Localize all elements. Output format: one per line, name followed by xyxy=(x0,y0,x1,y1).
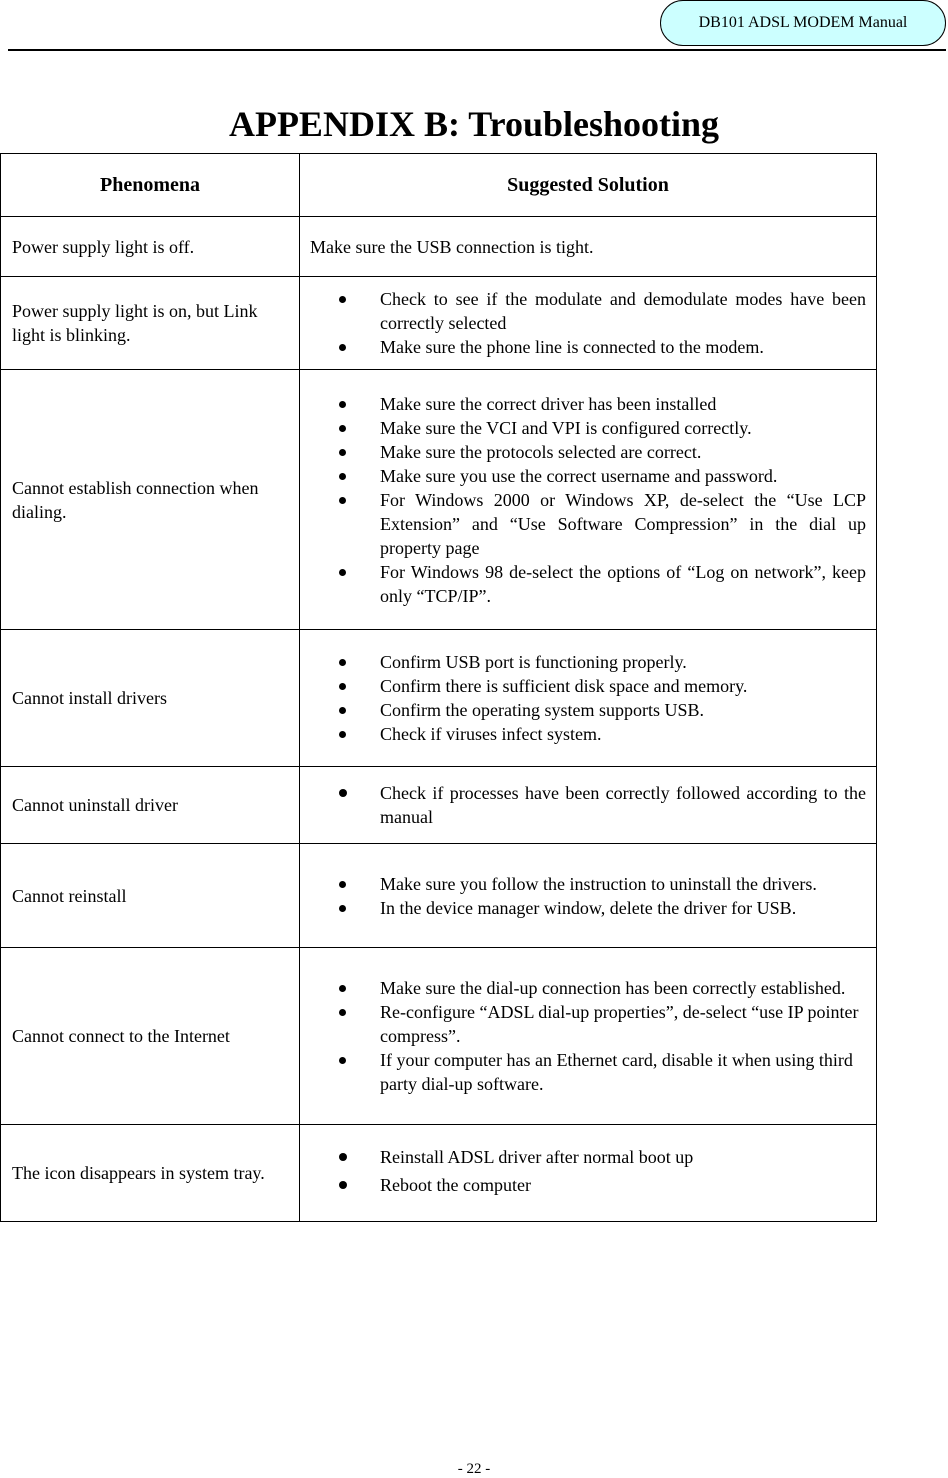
bullet-icon xyxy=(339,683,346,690)
solution-list xyxy=(310,1145,866,1197)
bullet-icon xyxy=(339,789,347,797)
solution-cell xyxy=(300,370,877,630)
bullet-icon xyxy=(339,707,346,714)
bullet-icon xyxy=(339,659,346,666)
bullet-icon xyxy=(339,1153,347,1161)
phenomenon-cell: Cannot uninstall driver xyxy=(1,767,300,844)
solution-cell: Make sure the USB connection is tight. xyxy=(300,217,877,277)
list-item: Make sure the correct driver has been installed xyxy=(310,392,866,416)
solution-list xyxy=(310,392,866,608)
bullet-icon xyxy=(339,425,346,432)
bullet-icon xyxy=(339,1009,346,1016)
phenomenon-cell: The icon disappears in system tray. xyxy=(1,1125,300,1222)
solution-cell xyxy=(300,277,877,370)
solution-list xyxy=(310,287,866,359)
table-row xyxy=(1,1125,877,1222)
bullet-icon xyxy=(339,1181,347,1189)
table-row xyxy=(1,948,877,1125)
solution-cell xyxy=(300,630,877,767)
bullet-icon xyxy=(339,905,346,912)
list-item: In the device manager window, delete the driver for USB. xyxy=(310,896,866,920)
page-title: APPENDIX B: Troubleshooting xyxy=(228,104,720,144)
table-row xyxy=(1,630,877,767)
table-header-row xyxy=(1,154,877,217)
list-item: Make sure the protocols selected are correct. xyxy=(310,440,866,464)
manual-title-badge xyxy=(660,0,946,46)
solution-list xyxy=(310,781,866,829)
phenomenon-cell: Cannot reinstall xyxy=(1,844,300,948)
list-item: Reinstall ADSL driver after normal boot up xyxy=(310,1145,866,1169)
list-item: Check to see if the modulate and demodulate modes have been correctly selected xyxy=(310,287,866,335)
column-header-solution: Suggested Solution xyxy=(300,154,877,217)
phenomenon-text: Power supply light is on, but Link light is blinking. xyxy=(12,301,258,345)
phenomenon-cell: Cannot connect to the Internet xyxy=(1,948,300,1125)
list-item: Make sure the dial-up connection has been correctly established. xyxy=(310,976,866,1000)
bullet-icon xyxy=(339,985,346,992)
bullet-icon xyxy=(339,344,346,351)
bullet-icon xyxy=(339,1057,346,1064)
solution-cell xyxy=(300,948,877,1125)
list-item: Confirm USB port is functioning properly. xyxy=(310,650,866,674)
page-number: - 22 - xyxy=(457,1461,491,1477)
list-item: Confirm the operating system supports USB. xyxy=(310,698,866,722)
bullet-icon xyxy=(339,473,346,480)
bullet-icon xyxy=(339,881,346,888)
bullet-icon xyxy=(339,731,346,738)
manual-title: DB101 ADSL MODEM Manual xyxy=(698,14,908,31)
list-item: Reboot the computer xyxy=(310,1173,866,1197)
troubleshooting-table xyxy=(0,153,877,1222)
list-item: Make sure you follow the instruction to uninstall the drivers. xyxy=(310,872,866,896)
table-row xyxy=(1,277,877,370)
bullet-icon xyxy=(339,296,346,303)
solution-cell xyxy=(300,1125,877,1222)
list-item: Make sure the phone line is connected to the modem. xyxy=(310,335,866,359)
list-item: Re-configure “ADSL dial-up properties”, de-select “use IP pointer compress”. xyxy=(310,1000,866,1048)
table-row xyxy=(1,217,877,277)
phenomenon-text: Cannot establish connection when dialing. xyxy=(12,477,259,522)
bullet-icon xyxy=(339,401,346,408)
bullet-icon xyxy=(339,497,346,504)
bullet-icon xyxy=(339,449,346,456)
phenomenon-cell: Power supply light is off. xyxy=(1,217,300,277)
table-row xyxy=(1,370,877,630)
list-item: For Windows 98 de-select the options of “Log on network”, keep only “TCP/IP”. xyxy=(310,560,866,608)
phenomenon-cell: Cannot install drivers xyxy=(1,630,300,767)
header-divider xyxy=(8,49,946,51)
solution-list xyxy=(310,976,866,1096)
bullet-icon xyxy=(339,569,346,576)
list-item: Check if viruses infect system. xyxy=(310,722,866,746)
list-item: If your computer has an Ethernet card, disable it when using third party dial-up software. xyxy=(310,1048,866,1096)
phenomenon-cell xyxy=(1,370,300,630)
solution-list xyxy=(310,872,866,920)
table-row xyxy=(1,844,877,948)
table-row xyxy=(1,767,877,844)
solution-cell xyxy=(300,844,877,948)
list-item: Check if processes have been correctly followed according to the manual xyxy=(310,781,866,829)
list-item: Confirm there is sufficient disk space and memory. xyxy=(310,674,866,698)
list-item: Make sure you use the correct username and password. xyxy=(310,464,866,488)
phenomenon-cell xyxy=(1,277,300,370)
solution-list xyxy=(310,650,866,746)
column-header-phenomena: Phenomena xyxy=(1,154,300,217)
list-item: Make sure the VCI and VPI is configured correctly. xyxy=(310,416,866,440)
list-item: For Windows 2000 or Windows XP, de-select the “Use LCP Extension” and “Use Software Compression” in the dial up property page xyxy=(310,488,866,560)
solution-cell xyxy=(300,767,877,844)
